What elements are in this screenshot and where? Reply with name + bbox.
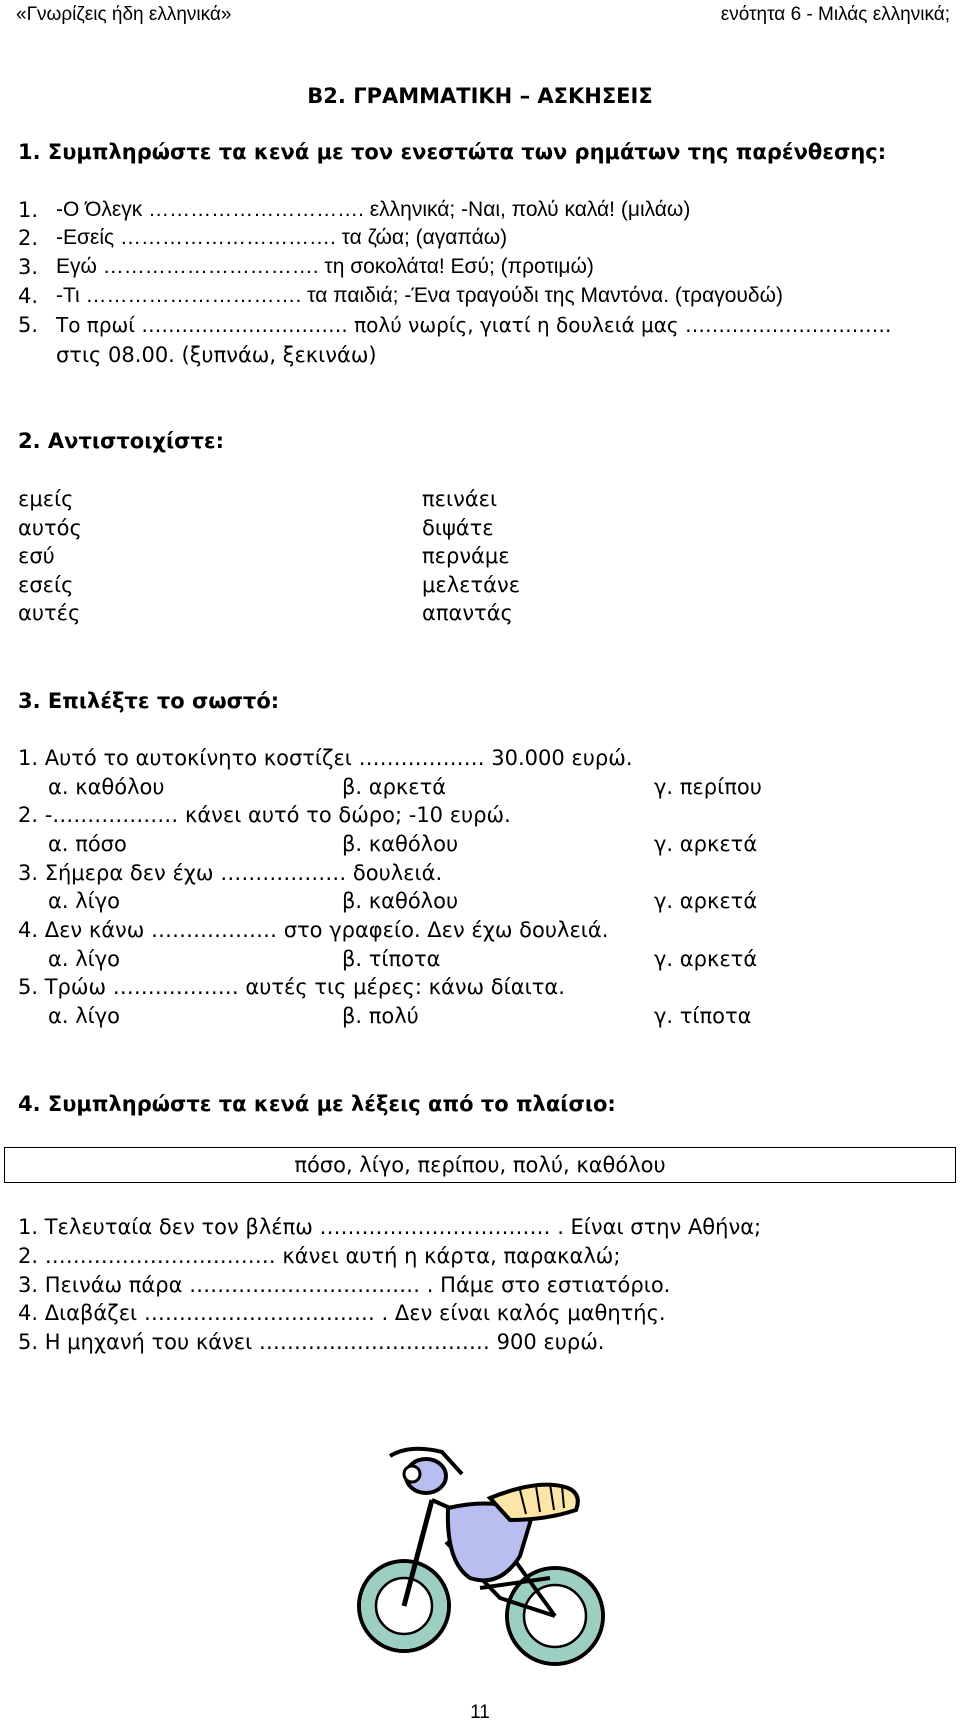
ex2-right-5: απαντάς <box>422 601 513 625</box>
ex3-option-2c: γ. αρκετά <box>654 832 758 856</box>
ex3-question-3: 3. Σήμερα δεν έχω ……………… δουλειά. <box>18 861 443 885</box>
exercise-3-title: 3. Επιλέξτε το σωστό: <box>18 689 280 713</box>
ex3-option-1a: α. καθόλου <box>48 775 165 799</box>
ex4-item-3: 3. Πεινάω πάρα …………………………… . Πάμε στο εστιατόριο. <box>18 1273 671 1297</box>
ex1-num-4: 4. <box>18 284 39 308</box>
exercise-1-title: 1. Συμπληρώστε τα κενά με τον ενεστώτα των ρημάτων της παρένθεσης: <box>18 140 887 164</box>
ex1-item-5-continued: στις 08.00. (ξυπνάω, ξεκινάω) <box>56 343 377 367</box>
ex3-option-3c: γ. αρκετά <box>654 889 758 913</box>
ex1-item-2: -Εσείς …………………………. τα ζώα; (αγαπάω) <box>56 226 508 249</box>
motorcycle-illustration-icon <box>350 1438 620 1678</box>
ex3-option-2b: β. καθόλου <box>342 832 459 856</box>
ex3-question-4: 4. Δεν κάνω ……………… στο γραφείο. Δεν έχω δουλειά. <box>18 918 609 942</box>
ex4-item-5: 5. Η μηχανή του κάνει …………………………… 900 ευρώ. <box>18 1330 605 1354</box>
seat <box>490 1485 578 1520</box>
ex4-item-2: 2. …………………………… κάνει αυτή η κάρτα, παρακαλώ; <box>18 1244 621 1268</box>
ex3-option-5b: β. πολύ <box>342 1004 419 1028</box>
header-left: «Γνωρίζεις ήδη ελληνικά» <box>16 4 232 25</box>
ex1-item-4: -Τι …………………………. τα παιδιά; -Ένα τραγούδι της Μαντόνα. (τραγουδώ) <box>56 284 783 307</box>
ex3-option-4b: β. τίποτα <box>342 947 441 971</box>
ex3-option-5c: γ. τίποτα <box>654 1004 752 1028</box>
ex1-num-5: 5. <box>18 313 39 337</box>
ex2-left-4: εσείς <box>18 573 74 597</box>
exercise-2-title: 2. Αντιστοιχίστε: <box>18 429 224 453</box>
ex4-item-4: 4. Διαβάζει …………………………… . Δεν είναι καλός μαθητής. <box>18 1301 666 1325</box>
ex3-question-5: 5. Τρώω ……………… αυτές τις μέρες: κάνω δίαιτα. <box>18 975 565 999</box>
ex1-num-2: 2. <box>18 226 39 250</box>
ex3-option-4a: α. λίγο <box>48 947 121 971</box>
ex1-item-5: Το πρωί …………………………. πολύ νωρίς, γιατί η δουλειά μας …………………………. <box>56 313 892 337</box>
ex2-left-5: αυτές <box>18 601 81 625</box>
headlight-lens <box>404 1466 420 1482</box>
ex2-left-1: εμείς <box>18 487 74 511</box>
ex2-right-3: περνάμε <box>422 544 510 568</box>
ex1-item-1: -Ο Όλεγκ …………………………. ελληνικά; -Ναι, πολύ καλά! (μιλάω) <box>56 198 691 221</box>
ex2-right-1: πεινάει <box>422 487 498 511</box>
ex1-item-3: Εγώ …………………………. τη σοκολάτα! Εσύ; (προτιμώ) <box>56 255 594 278</box>
ex3-option-4c: γ. αρκετά <box>654 947 758 971</box>
ex1-num-3: 3. <box>18 255 39 279</box>
ex3-option-1b: β. αρκετά <box>342 775 447 799</box>
ex3-option-5a: α. λίγο <box>48 1004 121 1028</box>
word-box: πόσο, λίγο, περίπου, πολύ, καθόλου <box>4 1147 956 1183</box>
exercise-4-title: 4. Συμπληρώστε τα κενά με λέξεις από το πλαίσιο: <box>18 1092 616 1116</box>
ex3-option-1c: γ. περίπου <box>654 775 762 799</box>
ex2-left-3: εσύ <box>18 544 55 568</box>
ex3-option-3b: β. καθόλου <box>342 889 459 913</box>
ex3-option-2a: α. πόσο <box>48 832 127 856</box>
ex3-question-2: 2. -……………… κάνει αυτό το δώρο; -10 ευρώ. <box>18 803 511 827</box>
ex2-left-2: αυτός <box>18 516 82 540</box>
ex2-right-2: διψάτε <box>422 516 494 540</box>
ex1-num-1: 1. <box>18 198 39 222</box>
section-title: Β2. ΓΡΑΜΜΑΤΙΚΗ – ΑΣΚΗΣΕΙΣ <box>307 84 653 108</box>
header-right: ενότητα 6 - Μιλάς ελληνικά; <box>720 4 950 25</box>
ex3-question-1: 1. Αυτό το αυτοκίνητο κοστίζει ……………… 30.000 ευρώ. <box>18 746 633 770</box>
ex2-right-4: μελετάνε <box>422 573 521 597</box>
ex4-item-1: 1. Τελευταία δεν τον βλέπω …………………………… . Είναι στην Αθήνα; <box>18 1215 762 1239</box>
page-number: 11 <box>470 1702 490 1723</box>
ex3-option-3a: α. λίγο <box>48 889 121 913</box>
